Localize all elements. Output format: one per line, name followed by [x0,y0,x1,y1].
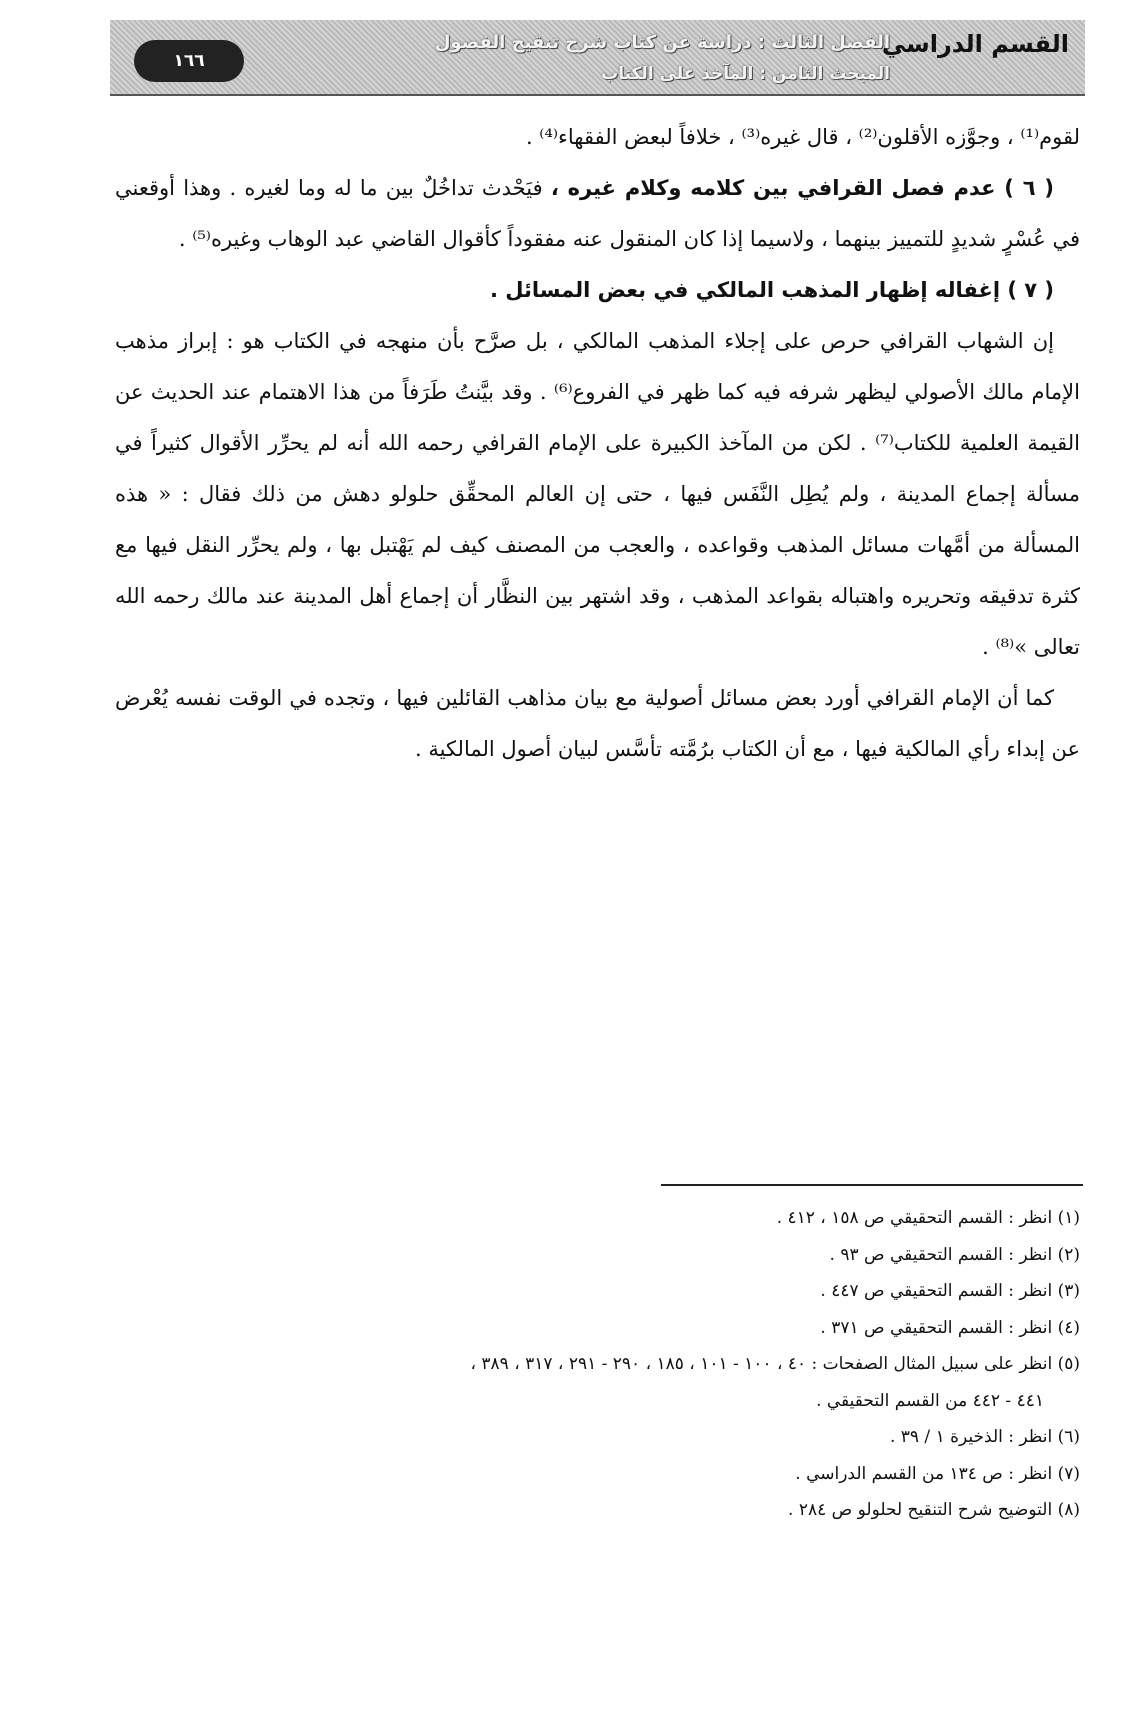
footnote-6: (٦) انظر : الذخيرة ١ / ٣٩ . [889,1427,1080,1447]
footnote-3: (٣) انظر : القسم التحقيقي ص ٤٤٧ . [820,1281,1080,1301]
footnote-5: (٥) انظر على سبيل المثال الصفحات : ٤٠ ، ١٠٠ - ١٠١ ، ١٨٥ ، ٢٩٠ - ٢٩١ ، ٣١٧ ، ٣٨٩ ، [470,1354,1080,1374]
footnote-4: (٤) انظر : القسم التحقيقي ص ٣٧١ . [820,1317,1080,1338]
paragraph-4: إن الشهاب القرافي حرص على إجلاء المذهب المالكي ، بل صرَّح بأن منهجه في الكتاب هو : إبراز مذهب الإمام مالك الأصولي ليظهر شرفه فيه كما ظهر في الفروع⁽⁶⁾ . وقد بيَّنتُ طَرَفاً من هذا الاهتمام عند الحديث عن القيمة العلمية للكتاب⁽⁷⁾ . لكن من المآخذ الكبيرة على الإمام القرافي رحمه الله أنه لم يحرِّر الأقوال كثيراً في مسألة إجماع المدينة ، ولم يُطِل النَّفَس فيها ، حتى إن العالم المحقِّق حلولو دهش من ذلك فقال : « هذه المسألة من أمَّهات مسائل المذهب وقواعده ، والعجب من المصنف كيف لم يَهْتبل بها ، ولم يحرِّر النقل فيها مع كثرة تدقيقه وتحريره واهتباله بقواعد المذهب ، وقد اشتهر بين النظَّار أن إجماع أهل المدينة عند مالك رحمه الله تعالى »⁽⁸⁾ . [115,329,1080,659]
paragraph-2 [115,163,1080,265]
header-section-title: المبحث الثامن : المآخذ على الكتاب [601,64,890,84]
point-6-text: فيَحْدث تداخُلٌ بين ما له وما لغيره . وهذا أوقعني في عُسْرٍ شديدٍ للتمييز بينهما ، ولاسيما إذا كان المنقول عنه مفقوداً كأقوال القاضي عبد الوهاب وغيره⁽⁵⁾ . [115,176,1080,251]
paragraph-5: كما أن الإمام القرافي أورد بعض مسائل أصولية مع بيان مذاهب القائلين فيها ، وتجده في الوقت نفسه يُعْرض عن إبداء رأي المالكية فيها ، مع أن الكتاب برُمَّته تأسَّس لبيان أصول المالكية . [115,686,1080,761]
paragraph-3 [115,265,1080,316]
running-header [110,20,1085,96]
page-number-badge: ١٦٦ [134,40,244,82]
point-6-heading: ( ٦ ) عدم فصل القرافي بين كلامه وكلام غيره ، [550,176,1054,200]
footnotes [115,1200,1080,1529]
footnote-1: (١) انظر : القسم التحقيقي ص ١٥٨ ، ٤١٢ . [776,1208,1080,1228]
footnote-5-continued: ٤٤١ - ٤٤٢ من القسم التحقيقي . [816,1390,1044,1411]
footnote-7: (٧) انظر : ص ١٣٤ من القسم الدراسي . [795,1463,1080,1484]
footnote-8: (٨) التوضيح شرح التنقيح لحلولو ص ٢٨٤ . [788,1500,1080,1520]
point-7-heading: ( ٧ ) إغفاله إظهار المذهب المالكي في بعض المسائل . [489,278,1054,302]
main-text [115,112,1080,775]
header-chapter-title: الفصل الثالث : دراسة عن كتاب شرح تنقيح الفصول [434,32,890,53]
footnote-separator [661,1184,1083,1186]
footnote-2: (٢) انظر : القسم التحقيقي ص ٩٣ . [829,1244,1080,1265]
paragraph-1: لقوم⁽¹⁾ ، وجوَّزه الأقلون⁽²⁾ ، قال غيره⁽³⁾ ، خلافاً لبعض الفقهاء⁽⁴⁾ . [525,125,1080,149]
header-part-title: القسم الدراسي [881,30,1069,58]
